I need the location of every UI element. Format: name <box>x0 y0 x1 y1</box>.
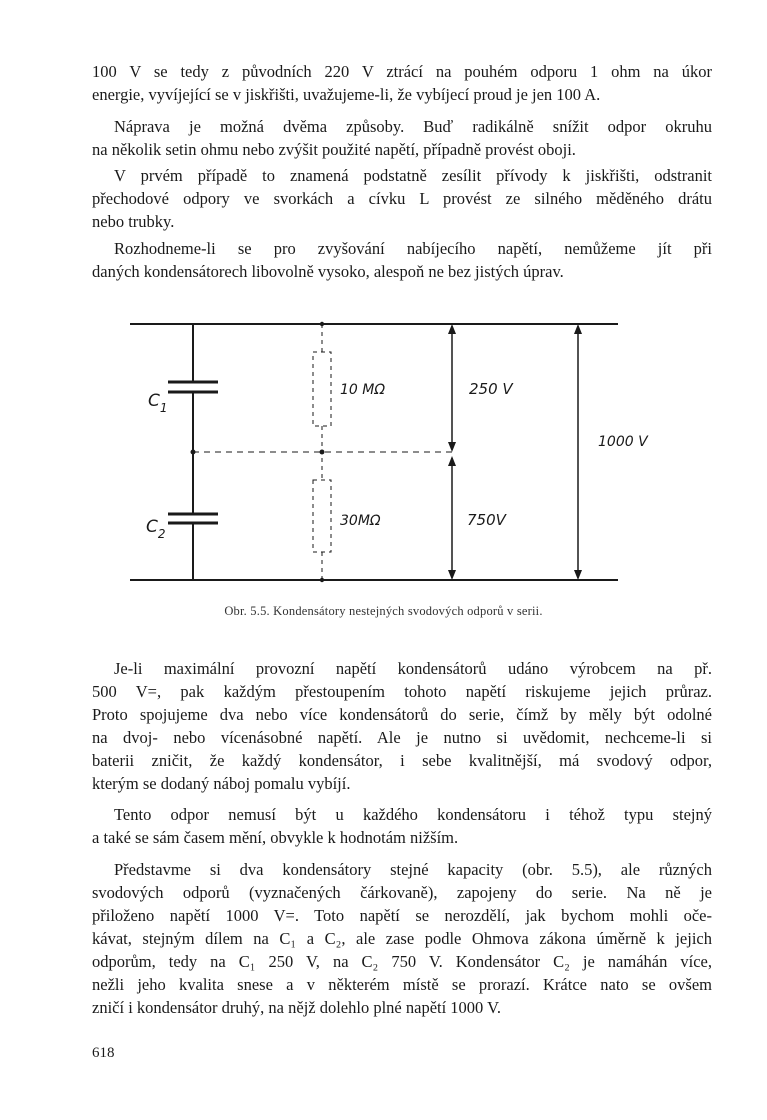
paragraph-2 <box>92 115 712 161</box>
resistor-10m <box>313 352 331 426</box>
text-line: přechodové odpory ve svorkách a cívku L provést ze silného měděného drátu <box>92 189 712 208</box>
text-line: Náprava je možná dvěma způsoby. Buď radikálně snížit odpor okruhu <box>114 117 712 136</box>
text-line: zničí i kondensátor druhý, na nějž dolehlo plné napětí 1000 V. <box>92 998 502 1017</box>
text-line: Tento odpor nemusí být u každého kondensátoru i téhož typu stejný <box>114 805 712 824</box>
paragraph-7 <box>92 858 712 1019</box>
paragraph-6 <box>92 803 712 849</box>
text-line: energie, vyvíjející se v jiskřišti, uvažujeme-li, že vybíjecí proud je jen 100 A. <box>92 85 601 104</box>
junction-dot <box>320 322 324 326</box>
v1-label: 250 V <box>469 380 513 398</box>
r2-label: 30MΩ <box>340 513 381 529</box>
circuit-diagram <box>0 300 767 600</box>
arrowhead <box>448 456 456 466</box>
paragraph-4 <box>92 237 712 283</box>
text-line: a také se sám časem mění, obvykle k hodnotám nižším. <box>92 828 459 847</box>
junction-dot <box>320 578 324 582</box>
c1-label: $C_1$ <box>148 391 168 415</box>
junction-dot <box>191 450 196 455</box>
v2-label: 750V <box>467 511 506 529</box>
figure-caption: Obr. 5.5. Kondensátory nestejných svodových odporů v serii. <box>224 604 543 618</box>
text-line: Je-li maximální provozní napětí kondensátorů udáno výrobcem na př. <box>114 659 712 678</box>
text-line: na dvoj- nebo vícenásobné napětí. Ale je nutno si uvědomit, nechceme-li si <box>92 728 712 747</box>
text-line: Představme si dva kondensátory stejné kapacity (obr. 5.5), ale různých <box>114 860 712 879</box>
text-line: 500 V=, pak každým přestoupením tohoto napětí riskujeme jejich průraz. <box>92 682 712 701</box>
text-line: daných kondensátorech libovolně vysoko, alespoň ne bez jistých úprav. <box>92 262 564 281</box>
text-line: 100 V se tedy z původních 220 V ztrácí na pouhém odporu 1 ohm na úkor <box>92 62 712 81</box>
arrowhead <box>448 442 456 452</box>
paragraph-3 <box>92 164 712 233</box>
text-line: na několik setin ohmu nebo zvýšit použité napětí, případně provést oboji. <box>92 140 576 159</box>
text-line: V prvém případě to znamená podstatně zesílit přívody k jiskřišti, odstranit <box>114 166 712 185</box>
text-line: svodových odporů (vyznačených čárkovaně), zapojeny do serie. Na ně je <box>92 883 712 902</box>
arrowhead <box>448 324 456 334</box>
text-line: kávat, stejným dílem na C₁ a C₂, ale zase podle Ohmova zákona úměrně k jejich <box>92 929 712 948</box>
text-line: baterii zničit, že každý kondensátor, i sebe kvalitnější, má svodový odpor, <box>92 751 712 770</box>
text-line: Proto spojujeme dva nebo více kondensátorů do serie, čímž by měly být odolné <box>92 705 712 724</box>
c2-label: $C_2$ <box>146 517 166 541</box>
paragraph-5 <box>92 657 712 795</box>
r1-label: 10 MΩ <box>340 382 386 398</box>
text-line: kterým se dodaný náboj pomalu vybíjí. <box>92 774 351 793</box>
text-line: odporům, tedy na C₁ 250 V, na C₂ 750 V. Kondensátor C₂ je namáhán více, <box>92 952 712 971</box>
text-line: nebo trubky. <box>92 212 175 231</box>
arrowhead <box>448 570 456 580</box>
text-line: Rozhodneme-li se pro zvyšování nabíjecího napětí, nemůžeme jít při <box>114 239 712 258</box>
v-total-label: 1000 V <box>598 434 648 450</box>
arrowhead <box>574 570 582 580</box>
page-number: 618 <box>92 1045 115 1061</box>
junction-dot <box>320 450 325 455</box>
text-line: přiloženo napětí 1000 V=. Toto napětí se nerozdělí, jak bychom mohli oče- <box>92 906 712 925</box>
arrowhead <box>574 324 582 334</box>
text-line: nežli jeho kvalita snese a v některém místě se prorazí. Krátce nato se ovšem <box>92 975 712 994</box>
paragraph-1 <box>92 60 712 106</box>
resistor-30m <box>313 480 331 552</box>
